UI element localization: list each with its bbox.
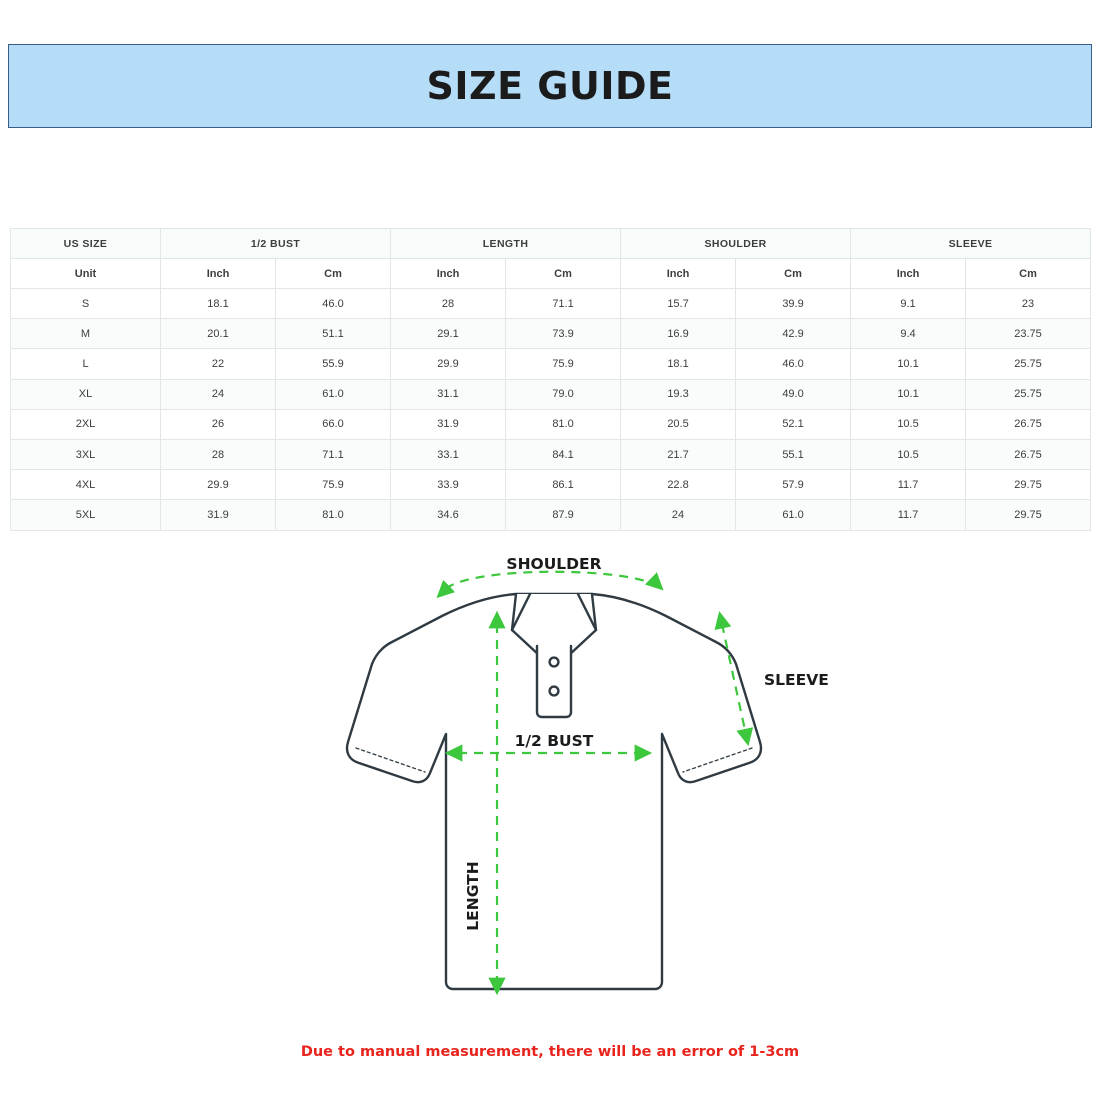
cell-length-inch: 33.1 xyxy=(391,439,506,469)
cell-shoulder-cm: 52.1 xyxy=(736,409,851,439)
row-size: 2XL xyxy=(11,409,161,439)
cell-sleeve-cm: 26.75 xyxy=(966,409,1091,439)
table-row xyxy=(11,409,1091,439)
cell-length-inch: 28 xyxy=(391,289,506,319)
cell-bust-inch: 20.1 xyxy=(161,319,276,349)
cell-bust-inch: 28 xyxy=(161,439,276,469)
row-size: M xyxy=(11,319,161,349)
cell-shoulder-cm: 61.0 xyxy=(736,500,851,530)
table-row xyxy=(11,439,1091,469)
cell-sleeve-cm: 29.75 xyxy=(966,500,1091,530)
table-row xyxy=(11,349,1091,379)
cell-length-inch: 29.1 xyxy=(391,319,506,349)
shoulder-arrow xyxy=(446,572,662,589)
unit-header-sleeve-inch: Inch xyxy=(851,259,966,289)
cell-shoulder-inch: 22.8 xyxy=(621,470,736,500)
cell-length-inch: 34.6 xyxy=(391,500,506,530)
cell-bust-cm: 75.9 xyxy=(276,470,391,500)
table-head xyxy=(11,229,1091,289)
cell-bust-inch: 29.9 xyxy=(161,470,276,500)
cell-bust-cm: 55.9 xyxy=(276,349,391,379)
cell-length-inch: 29.9 xyxy=(391,349,506,379)
row-size: 3XL xyxy=(11,439,161,469)
row-size: L xyxy=(11,349,161,379)
cell-bust-inch: 24 xyxy=(161,379,276,409)
cell-bust-cm: 71.1 xyxy=(276,439,391,469)
cell-sleeve-inch: 10.5 xyxy=(851,439,966,469)
cell-length-inch: 31.1 xyxy=(391,379,506,409)
cell-shoulder-inch: 16.9 xyxy=(621,319,736,349)
cell-bust-cm: 66.0 xyxy=(276,409,391,439)
table-row xyxy=(11,319,1091,349)
unit-header-sleeve-cm: Cm xyxy=(966,259,1091,289)
cell-bust-cm: 46.0 xyxy=(276,289,391,319)
cell-length-cm: 86.1 xyxy=(506,470,621,500)
cell-sleeve-inch: 9.1 xyxy=(851,289,966,319)
row-size: XL xyxy=(11,379,161,409)
cell-shoulder-cm: 42.9 xyxy=(736,319,851,349)
cell-shoulder-inch: 21.7 xyxy=(621,439,736,469)
table-row xyxy=(11,470,1091,500)
length-label: LENGTH xyxy=(464,861,482,931)
cell-shoulder-inch: 18.1 xyxy=(621,349,736,379)
cell-shoulder-inch: 24 xyxy=(621,500,736,530)
cell-length-inch: 31.9 xyxy=(391,409,506,439)
cell-sleeve-inch: 11.7 xyxy=(851,500,966,530)
cell-bust-inch: 26 xyxy=(161,409,276,439)
cell-sleeve-inch: 10.5 xyxy=(851,409,966,439)
unit-header-shoulder-cm: Cm xyxy=(736,259,851,289)
cell-bust-cm: 61.0 xyxy=(276,379,391,409)
size-guide-banner xyxy=(8,44,1092,128)
bust-label: 1/2 BUST xyxy=(514,732,594,750)
measurement-note: Due to manual measurement, there will be an error of 1-3cm xyxy=(300,1044,800,1060)
shoulder-label: SHOULDER xyxy=(506,555,602,573)
group-header-us-size: US SIZE xyxy=(11,229,161,259)
cell-length-cm: 84.1 xyxy=(506,439,621,469)
cell-sleeve-inch: 10.1 xyxy=(851,379,966,409)
cell-shoulder-inch: 20.5 xyxy=(621,409,736,439)
cell-shoulder-cm: 39.9 xyxy=(736,289,851,319)
table-row xyxy=(11,289,1091,319)
unit-header-bust-inch: Inch xyxy=(161,259,276,289)
table-row xyxy=(11,379,1091,409)
cell-sleeve-cm: 29.75 xyxy=(966,470,1091,500)
cell-sleeve-cm: 23.75 xyxy=(966,319,1091,349)
cell-bust-inch: 18.1 xyxy=(161,289,276,319)
cell-length-cm: 73.9 xyxy=(506,319,621,349)
cell-length-cm: 81.0 xyxy=(506,409,621,439)
table-group-header-row xyxy=(11,229,1091,259)
table-unit-header-row xyxy=(11,259,1091,289)
cell-length-cm: 71.1 xyxy=(506,289,621,319)
cell-length-inch: 33.9 xyxy=(391,470,506,500)
polo-shirt-outline xyxy=(347,594,761,989)
cell-bust-inch: 22 xyxy=(161,349,276,379)
cell-shoulder-cm: 49.0 xyxy=(736,379,851,409)
group-header-shoulder: SHOULDER xyxy=(621,229,851,259)
unit-header-unit: Unit xyxy=(11,259,161,289)
group-header-sleeve: SLEEVE xyxy=(851,229,1091,259)
cell-sleeve-inch: 10.1 xyxy=(851,349,966,379)
cell-sleeve-cm: 26.75 xyxy=(966,439,1091,469)
cell-shoulder-cm: 57.9 xyxy=(736,470,851,500)
cell-sleeve-cm: 25.75 xyxy=(966,349,1091,379)
cell-sleeve-inch: 11.7 xyxy=(851,470,966,500)
table-row xyxy=(11,500,1091,530)
cell-length-cm: 87.9 xyxy=(506,500,621,530)
cell-shoulder-inch: 15.7 xyxy=(621,289,736,319)
row-size: S xyxy=(11,289,161,319)
measurement-diagram xyxy=(0,534,1100,1044)
cell-sleeve-cm: 25.75 xyxy=(966,379,1091,409)
group-header-length: LENGTH xyxy=(391,229,621,259)
cell-shoulder-inch: 19.3 xyxy=(621,379,736,409)
cell-bust-inch: 31.9 xyxy=(161,500,276,530)
row-size: 4XL xyxy=(11,470,161,500)
cell-sleeve-cm: 23 xyxy=(966,289,1091,319)
cell-shoulder-cm: 46.0 xyxy=(736,349,851,379)
sleeve-label: SLEEVE xyxy=(764,671,829,689)
cell-shoulder-cm: 55.1 xyxy=(736,439,851,469)
polo-shirt-diagram-svg xyxy=(0,534,1100,1044)
row-size: 5XL xyxy=(11,500,161,530)
unit-header-bust-cm: Cm xyxy=(276,259,391,289)
unit-header-shoulder-inch: Inch xyxy=(621,259,736,289)
page-title: SIZE GUIDE xyxy=(426,64,674,108)
unit-header-length-cm: Cm xyxy=(506,259,621,289)
group-header-half-bust: 1/2 BUST xyxy=(161,229,391,259)
cell-length-cm: 75.9 xyxy=(506,349,621,379)
table-body xyxy=(11,289,1091,531)
cell-bust-cm: 81.0 xyxy=(276,500,391,530)
cell-length-cm: 79.0 xyxy=(506,379,621,409)
cell-bust-cm: 51.1 xyxy=(276,319,391,349)
size-table-container xyxy=(10,228,1090,531)
unit-header-length-inch: Inch xyxy=(391,259,506,289)
size-table xyxy=(10,228,1091,531)
cell-sleeve-inch: 9.4 xyxy=(851,319,966,349)
